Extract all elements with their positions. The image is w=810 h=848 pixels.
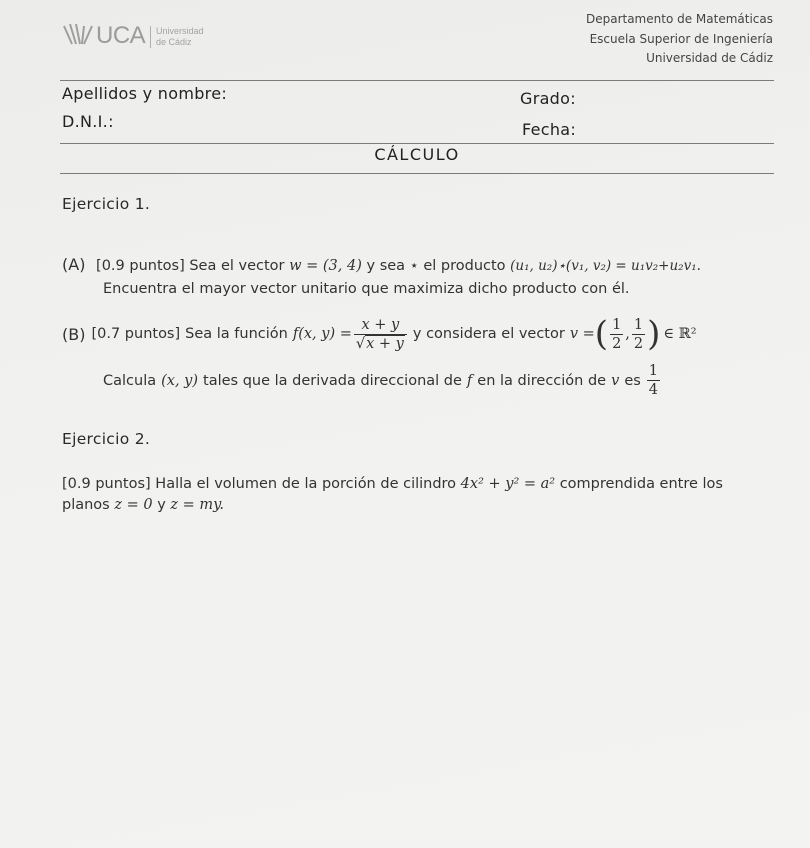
part-a-label: (A) (62, 255, 86, 274)
exercise-1b-line-2 (103, 362, 662, 399)
exercise-2-line-2 (62, 497, 224, 513)
vec-d2: 2 (633, 335, 644, 352)
exercise-2-text-2: comprendida entre los (559, 476, 723, 492)
exercise-2-plane-2: z = my. (170, 497, 225, 513)
logo-subtitle (156, 26, 204, 48)
part-b-text-1: Sea la función (185, 326, 288, 342)
func-numerator: x + y (354, 316, 407, 335)
part-b-vec-lhs: v = (569, 326, 595, 342)
part-b-text-2: y considera el vector (412, 326, 565, 342)
part-b-label: (B) (62, 324, 86, 344)
vec-comma: , (625, 326, 630, 342)
logo-sub-line2: de Cádiz (156, 37, 192, 47)
divider-bottom (60, 173, 774, 174)
dept-line-1: Departamento de Matemáticas (585, 12, 773, 26)
func-denominator-radicand: x + y (366, 335, 404, 352)
exercise-2-points: [0.9 puntos] (62, 476, 151, 492)
dept-line-2: Escuela Superior de Ingeniería (589, 31, 773, 46)
department-header (586, 10, 773, 69)
part-b-line2-text-3: en la dirección de (477, 372, 607, 389)
date-field-label: Fecha: (522, 120, 577, 139)
exercise-2-text-3: planos (62, 497, 110, 513)
exercise-2-heading: Ejercicio 2. (62, 430, 151, 448)
divider-middle (60, 143, 774, 144)
vec-right-paren: ) (647, 314, 661, 354)
logo-separator (150, 26, 151, 48)
exercise-1b-line-1 (62, 314, 697, 354)
part-b-line2-text-4: es (624, 372, 641, 389)
part-a-line-2: Encuentra el mayor vector unitario que maximiza dicho producto con él. (103, 281, 630, 297)
logo-sub-line1: Universidad (156, 26, 204, 36)
part-a-text-1: Sea el vector (189, 258, 285, 274)
part-a-vector: w = (3, 4) (289, 258, 362, 274)
dni-field-label: D.N.I.: (62, 112, 114, 131)
exercise-1a-line-1 (62, 255, 701, 274)
part-b-vec-rhs: ∈ ℝ² (663, 326, 697, 342)
vec-component-1 (610, 316, 623, 353)
vec-left-paren: ( (594, 314, 609, 354)
exercise-2-text-1: Halla el volumen de la porción de cilindro (155, 476, 457, 492)
exercise-2-equation: 4x² + y² = a² (460, 476, 556, 492)
part-b-func-lhs: f(x, y) = (292, 326, 352, 342)
vec-n2: 1 (633, 316, 644, 333)
vec-n1: 1 (612, 316, 622, 333)
uca-logo-icon (62, 20, 94, 50)
fraction-denominator: 4 (648, 382, 659, 398)
exercise-1-heading: Ejercicio 1. (62, 195, 151, 213)
exercise-2-text-4: y (157, 497, 166, 513)
grade-field-label: Grado: (520, 89, 576, 108)
part-b-points: [0.7 puntos] (91, 326, 181, 342)
part-b-line2-text-2: tales que la derivada direccional de (203, 372, 462, 389)
func-denominator: √x + y (355, 335, 404, 352)
vec-d1: 2 (612, 335, 622, 352)
part-b-line2-f: f (466, 372, 473, 389)
fraction-numerator: 1 (648, 363, 659, 379)
surname-field-label: Apellidos y nombre: (62, 84, 228, 103)
dept-line-3: Universidad de Cádiz (646, 51, 773, 65)
exercise-2-line-1 (62, 476, 723, 492)
divider-top (60, 80, 774, 81)
part-a-points: [0.9 puntos] (96, 258, 185, 274)
exam-title: CÁLCULO (374, 145, 460, 164)
vec-component-2 (632, 316, 645, 353)
university-logo (62, 18, 232, 58)
part-a-text-2: y sea ⋆ el producto (366, 258, 506, 274)
part-b-line2-xy: (x, y) (161, 372, 199, 389)
exercise-2-plane-1: z = 0 (114, 497, 153, 513)
logo-text: UCA (96, 22, 146, 49)
part-b-func-fraction (354, 316, 407, 353)
part-b-line2-text-1: Calcula (103, 372, 157, 389)
part-b-line2-v: v (611, 372, 620, 389)
part-a-product: (u₁, u₂)⋆(v₁, v₂) = u₁v₂+u₂v₁. (510, 258, 701, 274)
part-b-line2-fraction (647, 362, 660, 399)
